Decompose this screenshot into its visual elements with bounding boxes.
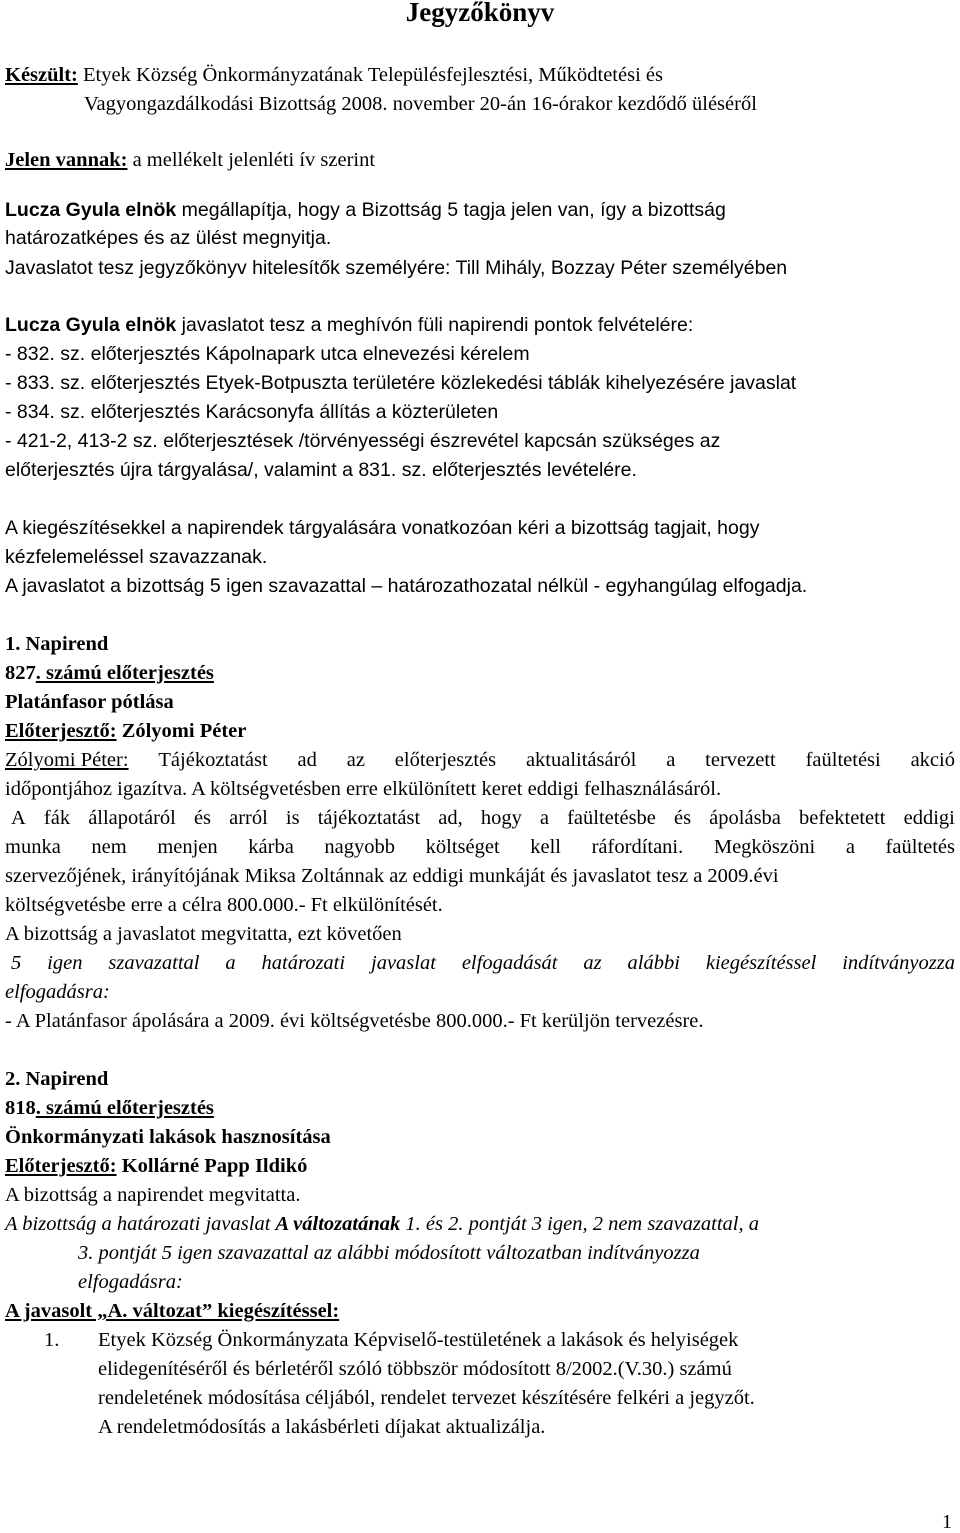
napirend-1-para-2 — [5, 806, 955, 830]
word: eddigi — [903, 807, 955, 829]
napirend-2-item-line-4: A rendeletmódosítás a lakásbérleti díjakat aktualizálja. — [98, 1416, 546, 1438]
word: faültetésbe — [567, 807, 656, 829]
word: indítványozza — [842, 952, 955, 974]
word: igen — [47, 952, 83, 974]
napirend-1-number: 827 — [5, 662, 36, 684]
header-line-4 — [5, 313, 693, 337]
napirend-2-line-2c: 1. és 2. pontját 3 igen, 2 nem szavazattal, a — [400, 1213, 759, 1235]
word: nagyobb — [324, 836, 396, 858]
jelen-label: Jelen vannak: — [5, 149, 128, 171]
napirend-1-presenter-name: Zólyomi Péter — [116, 720, 247, 742]
agenda-item-834: - 834. sz. előterjesztés Karácsonyfa állítás a közterületen — [5, 401, 499, 423]
chair-name: Lucza Gyula elnök — [5, 199, 177, 221]
word: szavazattal — [108, 952, 200, 974]
napirend-1-para-1 — [5, 748, 955, 772]
word: faültetés — [885, 836, 955, 858]
header-line-1-text: megállapítja, hogy a Bizottság 5 tagja jelen van, így a bizottság — [181, 199, 726, 221]
word: Tájékoztatást — [158, 749, 268, 771]
napirend-2-proposal — [5, 1096, 214, 1120]
word: és — [193, 807, 212, 829]
napirend-1-heading: 1. Napirend — [5, 633, 109, 655]
word: is — [285, 807, 300, 829]
napirend-1-line-4 — [5, 835, 955, 859]
header-line-1 — [5, 198, 726, 222]
word: arról — [229, 807, 268, 829]
napirend-1-presenter — [5, 719, 246, 743]
word: Megköszöni — [713, 836, 816, 858]
word: a — [666, 749, 676, 771]
napirend-2-line-1: A bizottság a napirendet megvitatta. — [5, 1184, 301, 1206]
napirend-2-proposed-variant: A javasolt „A. változat” kiegészítéssel: — [5, 1300, 340, 1322]
word: tájékoztatást — [317, 807, 421, 829]
speaker-name: Zólyomi Péter: — [5, 749, 129, 771]
word: a — [225, 952, 236, 974]
napirend-2-line-3: 3. pontját 5 igen szavazattal az alábbi módosított változatban indítványozza — [78, 1242, 700, 1264]
napirend-1-subject: Platánfasor pótlása — [5, 691, 174, 713]
word: tervezett — [705, 749, 776, 771]
napirend-2-number-rest: . számú előterjesztés — [35, 1097, 214, 1119]
word: ad — [297, 749, 317, 771]
word: kárba — [248, 836, 294, 858]
word: akció — [910, 749, 955, 771]
chair-name-2: Lucza Gyula elnök — [5, 314, 177, 336]
word: ráfordítani. — [591, 836, 684, 858]
napirend-1-line-2: időpontjához igazítva. A költségvetésben erre elkülönített keret eddigi felhasználásáról. — [5, 778, 722, 800]
word: hogy — [480, 807, 522, 829]
napirend-2-subject: Önkormányzati lakások hasznosítása — [5, 1126, 331, 1148]
napirend-1-para-4 — [5, 951, 955, 975]
word: a — [539, 807, 550, 829]
napirend-2-line-4: elfogadásra: — [78, 1271, 183, 1293]
word: ápolásba — [709, 807, 781, 829]
napirend-2-item-line-2: elidegenítéséről és bérletéről szóló többször módosított 8/2002.(V.30.) számú — [98, 1358, 732, 1380]
word: kell — [530, 836, 561, 858]
word: alábbi — [627, 952, 680, 974]
napirend-2-number: 818 — [5, 1097, 36, 1119]
agenda-item-833: - 833. sz. előterjesztés Etyek-Botpuszta területére közlekedési táblák kihelyezésére javaslat — [5, 372, 797, 394]
word: állapotáról — [88, 807, 176, 829]
word: nem — [91, 836, 127, 858]
napirend-1-line-10: - A Platánfasor ápolására a 2009. évi költségvetésbe 800.000.- Ft kerüljön tervezésre. — [5, 1010, 704, 1032]
napirend-1-line-8 — [5, 951, 955, 975]
napirend-2-item-line-1: Etyek Község Önkormányzata Képviselő-testületének a lakások és helyiségek — [98, 1329, 739, 1351]
napirend-1-para-3 — [5, 835, 955, 859]
word: a — [845, 836, 855, 858]
napirend-1-line-6: költségvetésbe erre a célra 800.000.- Ft elkülönítését. — [5, 894, 443, 916]
word: 5 — [11, 952, 22, 974]
keszult-line-1 — [5, 63, 663, 87]
napirend-2-line-2 — [5, 1212, 759, 1236]
napirend-2-presenter-label: Előterjesztő: — [5, 1155, 117, 1177]
word: előterjesztés — [394, 749, 497, 771]
napirend-1-proposal — [5, 661, 214, 685]
word: befektetett — [799, 807, 886, 829]
word: és — [674, 807, 692, 829]
napirend-1-line-1 — [5, 748, 955, 772]
napirend-2-presenter — [5, 1154, 307, 1178]
word: faültetési — [805, 749, 881, 771]
jelen-line — [5, 148, 375, 172]
napirend-2-heading: 2. Napirend — [5, 1068, 109, 1090]
napirend-1-line-3 — [5, 806, 955, 830]
word: munka — [5, 836, 61, 858]
header-line-3: Javaslatot tesz jegyzőkönyv hitelesítők személyére: Till Mihály, Bozzay Péter személyében — [5, 257, 788, 279]
word: ad, — [438, 807, 463, 829]
word: A — [11, 807, 26, 829]
word: elfogadását — [461, 952, 558, 974]
word: az — [583, 952, 602, 974]
word: kiegészítéssel — [705, 952, 817, 974]
agenda-item-421: - 421-2, 413-2 sz. előterjesztések /törvényességi észrevétel kapcsán szükséges az — [5, 430, 721, 452]
vote-request-line-1: A kiegészítésekkel a napirendek tárgyalására vonatkozóan kéri a bizottság tagjait, hogy — [5, 517, 760, 539]
word: költséget — [425, 836, 500, 858]
page-number: 1 — [942, 1511, 952, 1533]
keszult-label: Készült: — [5, 64, 78, 86]
word: aktualitásáról — [525, 749, 637, 771]
header-line-4-text: javaslatot tesz a meghívón füli napirendi pontok felvételére: — [181, 314, 694, 336]
napirend-2-presenter-name: Kollárné Papp Ildikó — [116, 1155, 308, 1177]
napirend-2-item-line-3: rendeletének módosítása céljából, rendelet tervezet készítésére felkéri a jegyzőt. — [98, 1387, 755, 1409]
word: határozati — [261, 952, 346, 974]
agenda-item-832: - 832. sz. előterjesztés Kápolnapark utca elnevezési kérelem — [5, 343, 530, 365]
napirend-1-line-5: szervezőjének, irányítójának Miksa Zoltánnak az eddigi munkáját és javaslatot tesz a 2009.évi — [5, 865, 779, 887]
napirend-1-line-9: elfogadásra: — [5, 981, 110, 1003]
agenda-item-421-cont: előterjesztés újra tárgyalása/, valamint a 831. sz. előterjesztés levételére. — [5, 459, 637, 481]
header-line-2: határozatképes és az ülést megnyitja. — [5, 227, 332, 249]
word: fák — [43, 807, 71, 829]
napirend-2-line-2b: A változatának — [275, 1213, 401, 1235]
word: javaslat — [371, 952, 436, 974]
napirend-2-line-2a: A bizottság a határozati javaslat — [5, 1213, 276, 1235]
keszult-text-1: Etyek Község Önkormányzatának Településfejlesztési, Működtetési és — [83, 64, 663, 86]
document-title: Jegyzőkönyv — [405, 0, 555, 27]
napirend-1-number-rest: . számú előterjesztés — [35, 662, 214, 684]
jelen-text: a mellékelt jelenléti ív szerint — [132, 149, 376, 171]
keszult-line-2: Vagyongazdálkodási Bizottság 2008. november 20-án 16-órakor kezdődő üléséről — [84, 93, 757, 115]
napirend-1-presenter-label: Előterjesztő: — [5, 720, 117, 742]
word: menjen — [157, 836, 218, 858]
napirend-2-item-number: 1. — [44, 1329, 60, 1351]
vote-result-line: A javaslatot a bizottság 5 igen szavazattal – határozathozatal nélkül - egyhangúlag elfogadja. — [5, 575, 808, 597]
napirend-1-line-7: A bizottság a javaslatot megvitatta, ezt követően — [5, 923, 402, 945]
word: az — [346, 749, 365, 771]
vote-request-line-2: kézfelemeléssel szavazzanak. — [5, 546, 268, 568]
